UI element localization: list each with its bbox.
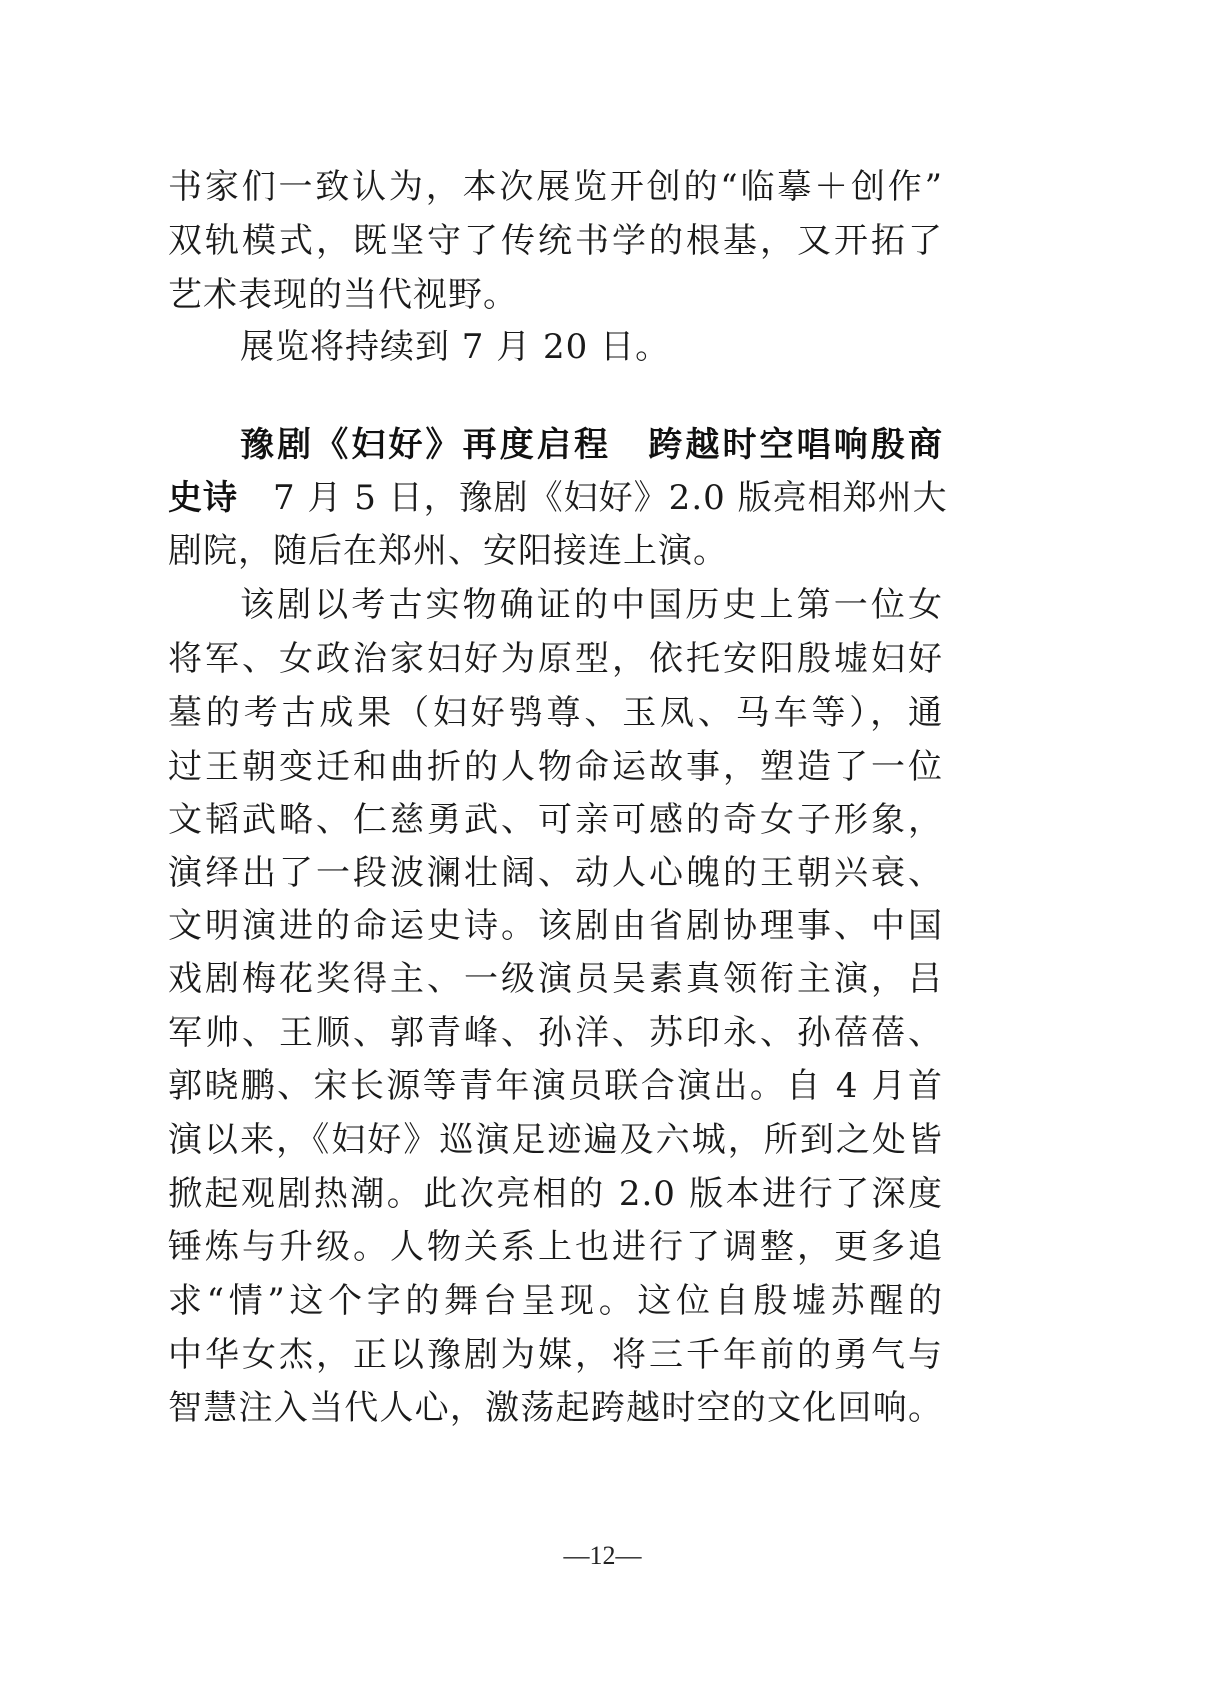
body-line: 文韬武略、仁慈勇武、可亲可感的奇女子形象， [168,800,943,840]
lead-text: 7 月 5 日，豫剧《妇好》2.0 版亮相郑州大 [238,478,948,518]
article-lead-line [168,471,948,525]
body-line: 郭晓鹏、宋长源等青年演员联合演出。自 4 月首 [168,1066,943,1106]
body-line: 演以来，《妇好》巡演足迹遍及六城，所到之处皆 [168,1120,943,1160]
article-heading: 豫剧《妇好》再度启程 跨越时空唱响殷商 [240,425,943,465]
paragraph-line: 展览将持续到 7 月 20 日。 [240,327,671,367]
body-line: 智慧注入当代人心，激荡起跨越时空的文化回响。 [168,1388,943,1428]
article-lead-line: 剧院，随后在郑州、安阳接连上演。 [168,531,728,571]
body-line: 过王朝变迁和曲折的人物命运故事，塑造了一位 [168,747,943,787]
body-line: 戏剧梅花奖得主、一级演员吴素真领衔主演，吕 [168,959,943,999]
page-number: —12— [563,1541,642,1570]
body-line: 锤炼与升级。人物关系上也进行了调整，更多追 [168,1227,943,1267]
body-line: 求“情”这个字的舞台呈现。这位自殷墟苏醒的 [168,1281,943,1321]
paragraph-line: 书家们一致认为，本次展览开创的“临摹＋创作” [168,167,943,207]
body-line: 将军、女政治家妇好为原型，依托安阳殷墟妇好 [168,639,943,679]
body-line: 文明演进的命运史诗。该剧由省剧协理事、中国 [168,906,943,946]
paragraph-line: 双轨模式，既坚守了传统书学的根基，又开拓了 [168,221,943,261]
body-line: 该剧以考古实物确证的中国历史上第一位女 [240,585,943,625]
body-line: 墓的考古成果（妇好鸮尊、玉凤、马车等），通 [168,693,943,733]
body-line: 中华女杰，正以豫剧为媒，将三千年前的勇气与 [168,1335,943,1375]
paragraph-line: 艺术表现的当代视野。 [168,275,518,315]
body-line: 掀起观剧热潮。此次亮相的 2.0 版本进行了深度 [168,1174,943,1214]
article-heading-continuation: 史诗 [168,478,238,518]
body-line: 演绎出了一段波澜壮阔、动人心魄的王朝兴衰、 [168,853,943,893]
body-line: 军帅、王顺、郭青峰、孙洋、苏印永、孙蓓蓓、 [168,1013,943,1053]
